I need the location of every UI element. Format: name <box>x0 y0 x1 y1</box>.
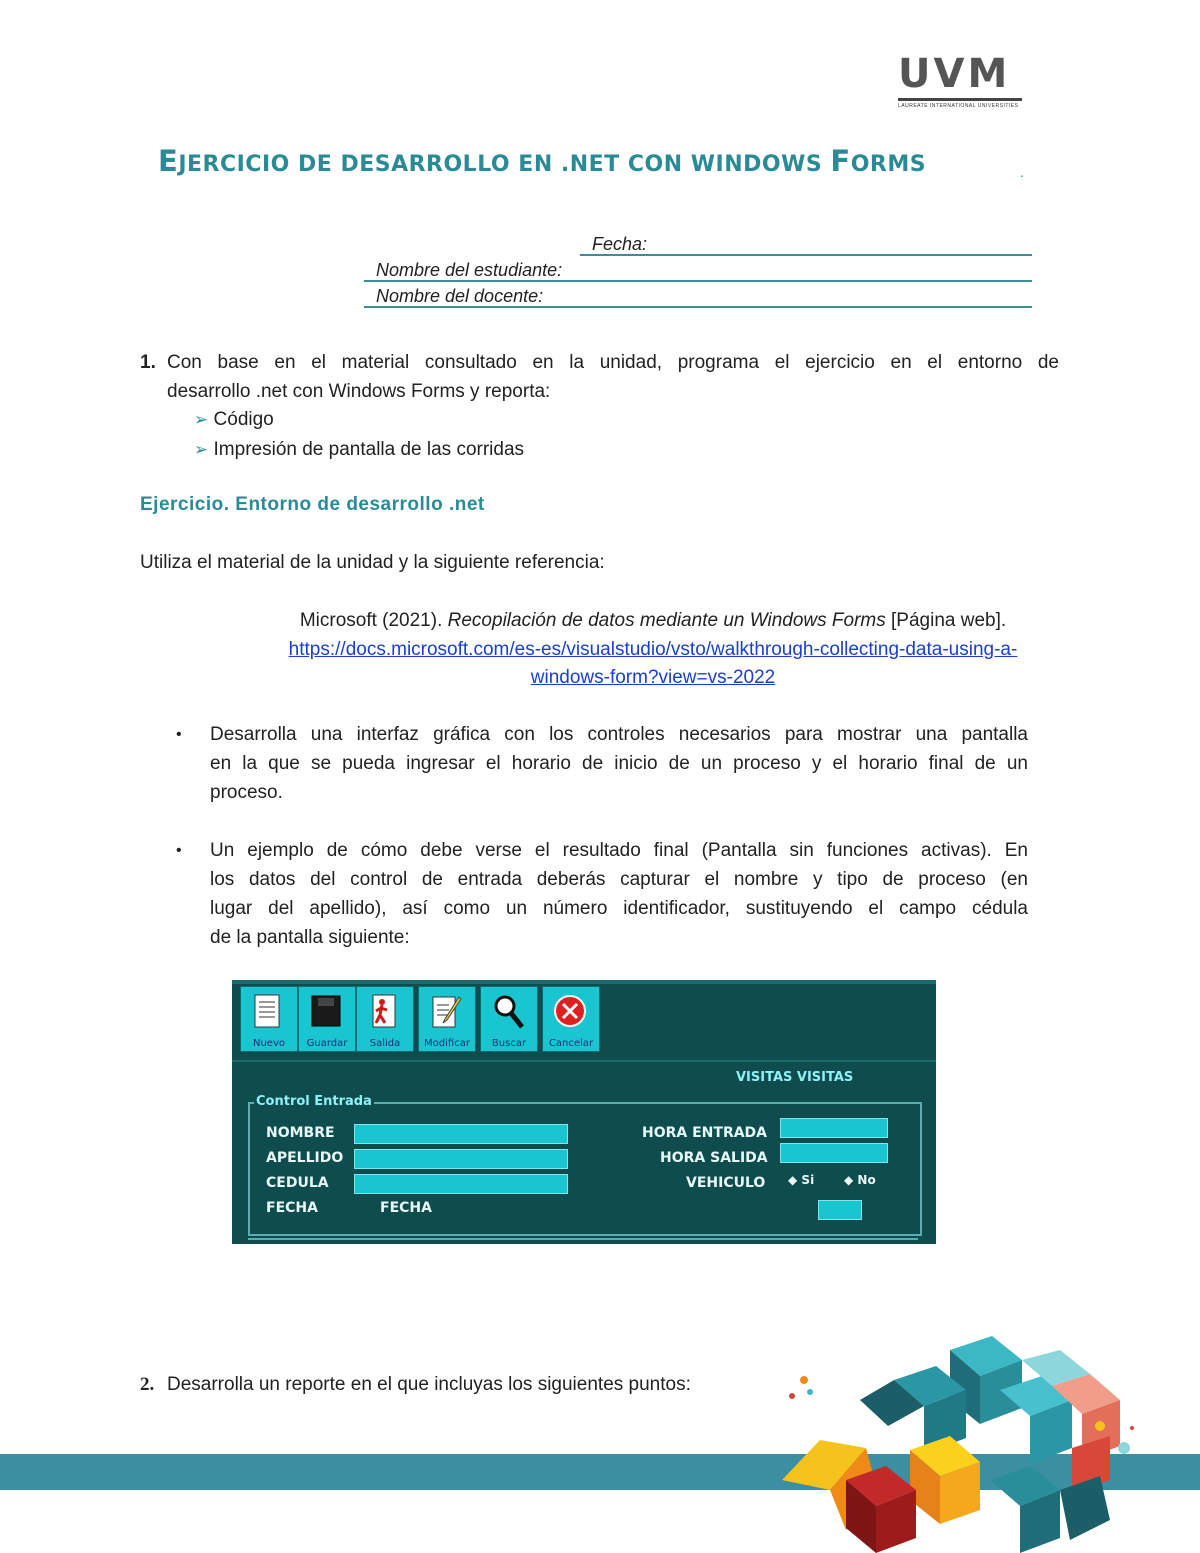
second-group-border <box>248 1238 918 1244</box>
title-part: JERCICIO DE DESARROLLO EN .NET CON WINDOWS <box>178 152 831 177</box>
bullet-icon: • <box>176 726 182 743</box>
item2-number: 2. <box>140 1374 155 1395</box>
bullet-2-line: de la pantalla siguiente: <box>210 927 410 948</box>
reference-citation: Microsoft (2021). Recopilación de datos mediante un Windows Forms [Página web]. <box>299 610 1007 631</box>
title-initial-2: F <box>830 144 851 178</box>
modificar-label: Modificar <box>424 1038 470 1049</box>
apellido-label: APELLIDO <box>266 1150 344 1166</box>
bullet-2-line: lugar del apellido), así como un número identificador, sustituyendo el campo cédula <box>210 898 1028 919</box>
student-name-label: Nombre del estudiante: <box>376 260 563 280</box>
title-part-2: ORMS <box>850 152 927 177</box>
fecha-field[interactable] <box>580 232 1032 256</box>
reference-url-line1[interactable]: https://docs.microsoft.com/es-es/visualstudio/vsto/walkthrough-collecting-data-using-a- <box>288 639 1018 660</box>
uvm-logo <box>898 51 1022 109</box>
buscar-label: Buscar <box>491 1038 527 1049</box>
item1-text-line1: Con base en el material consultado en la unidad, programa el ejercicio en el entorno de <box>167 352 1059 373</box>
logo-divider <box>898 98 1022 101</box>
cedula-input <box>354 1174 568 1194</box>
reference-url-line2[interactable]: windows-form?view=vs-2022 <box>530 667 776 688</box>
search-icon <box>491 993 525 1031</box>
title-initial: E <box>158 144 179 178</box>
example-form-screenshot <box>232 980 936 1244</box>
intro-text: Utiliza el material de la unidad y la siguiente referencia: <box>140 552 605 573</box>
guardar-button <box>298 986 356 1052</box>
radio-si: ◆ Si <box>788 1173 815 1187</box>
cancelar-button <box>542 986 600 1052</box>
nuevo-label: Nuevo <box>252 1038 285 1049</box>
teacher-name-field[interactable] <box>364 284 1032 308</box>
fecha-value: FECHA <box>380 1200 432 1216</box>
edit-icon <box>429 993 463 1031</box>
salida-button <box>356 986 414 1052</box>
fecha-label: Fecha: <box>592 234 648 254</box>
hora-salida-label: HORA SALIDA <box>660 1150 768 1166</box>
save-icon <box>309 993 343 1031</box>
bullet-1-line: proceso. <box>210 782 283 803</box>
cancelar-label: Cancelar <box>548 1038 594 1049</box>
hora-entrada-label: HORA ENTRADA <box>642 1125 768 1141</box>
item1-text-line2: desarrollo .net con Windows Forms y reporta: <box>167 381 551 402</box>
radio-dot-icon: ◆ <box>844 1173 854 1187</box>
item1-number: 1. <box>140 352 156 373</box>
buscar-button <box>480 986 538 1052</box>
guardar-label: Guardar <box>306 1038 348 1049</box>
hora-entrada-input <box>780 1118 888 1138</box>
vehiculo-input <box>818 1200 862 1220</box>
bullet-1 <box>210 720 1028 807</box>
logo-text: UVM <box>898 51 1011 97</box>
document-icon <box>251 993 285 1031</box>
fecha-label: FECHA <box>266 1200 318 1216</box>
bullet-1-line: Desarrolla una interfaz gráfica con los controles necesarios para mostrar una pantalla <box>210 724 1028 745</box>
bullet-2-line: Un ejemplo de cómo debe verse el resultado final (Pantalla sin funciones activas). En <box>210 840 1028 861</box>
control-entrada-title: Control Entrada <box>256 1094 372 1109</box>
modificar-button <box>418 986 476 1052</box>
hora-salida-input <box>780 1143 888 1163</box>
exit-door-icon <box>367 993 401 1031</box>
radio-no: ◆ No <box>844 1173 876 1187</box>
nuevo-button <box>240 986 298 1052</box>
title-trailing-dot: . <box>1020 164 1024 180</box>
bullet-2-line: los datos del control de entrada deberás capturar el nombre y tipo de proceso (en <box>210 869 1028 890</box>
cedula-label: CEDULA <box>266 1175 329 1191</box>
teacher-name-label: Nombre del docente: <box>376 286 544 306</box>
vehiculo-label: VEHICULO <box>686 1175 766 1191</box>
student-name-field[interactable] <box>364 258 1032 282</box>
subitem-impresion: ➢ Impresión de pantalla de las corridas <box>194 439 525 460</box>
nombre-label: NOMBRE <box>266 1125 335 1141</box>
salida-label: Salida <box>369 1038 401 1049</box>
radio-dot-icon: ◆ <box>788 1173 798 1187</box>
nombre-input <box>354 1124 568 1144</box>
page-title <box>158 144 926 178</box>
bullet-1-line: en la que se pueda ingresar el horario de inicio de un proceso y el horario final de un <box>210 753 1028 774</box>
apellido-input <box>354 1149 568 1169</box>
arrow-right-icon: ➢ <box>194 410 209 429</box>
cancel-icon <box>553 993 587 1031</box>
subitem-codigo: ➢ Código <box>194 409 274 430</box>
arrow-right-icon: ➢ <box>194 440 209 459</box>
bullet-icon: • <box>176 842 182 859</box>
logo-subtitle: LAUREATE INTERNATIONAL UNIVERSITIES <box>898 103 1019 109</box>
bullet-2 <box>210 836 1028 952</box>
visitas-header: VISITAS VISITAS <box>736 1070 854 1085</box>
decorative-cubes <box>760 1330 1180 1553</box>
section-heading: Ejercicio. Entorno de desarrollo .net <box>140 494 485 515</box>
item2-text: Desarrolla un reporte en el que incluyas los siguientes puntos: <box>167 1374 691 1395</box>
